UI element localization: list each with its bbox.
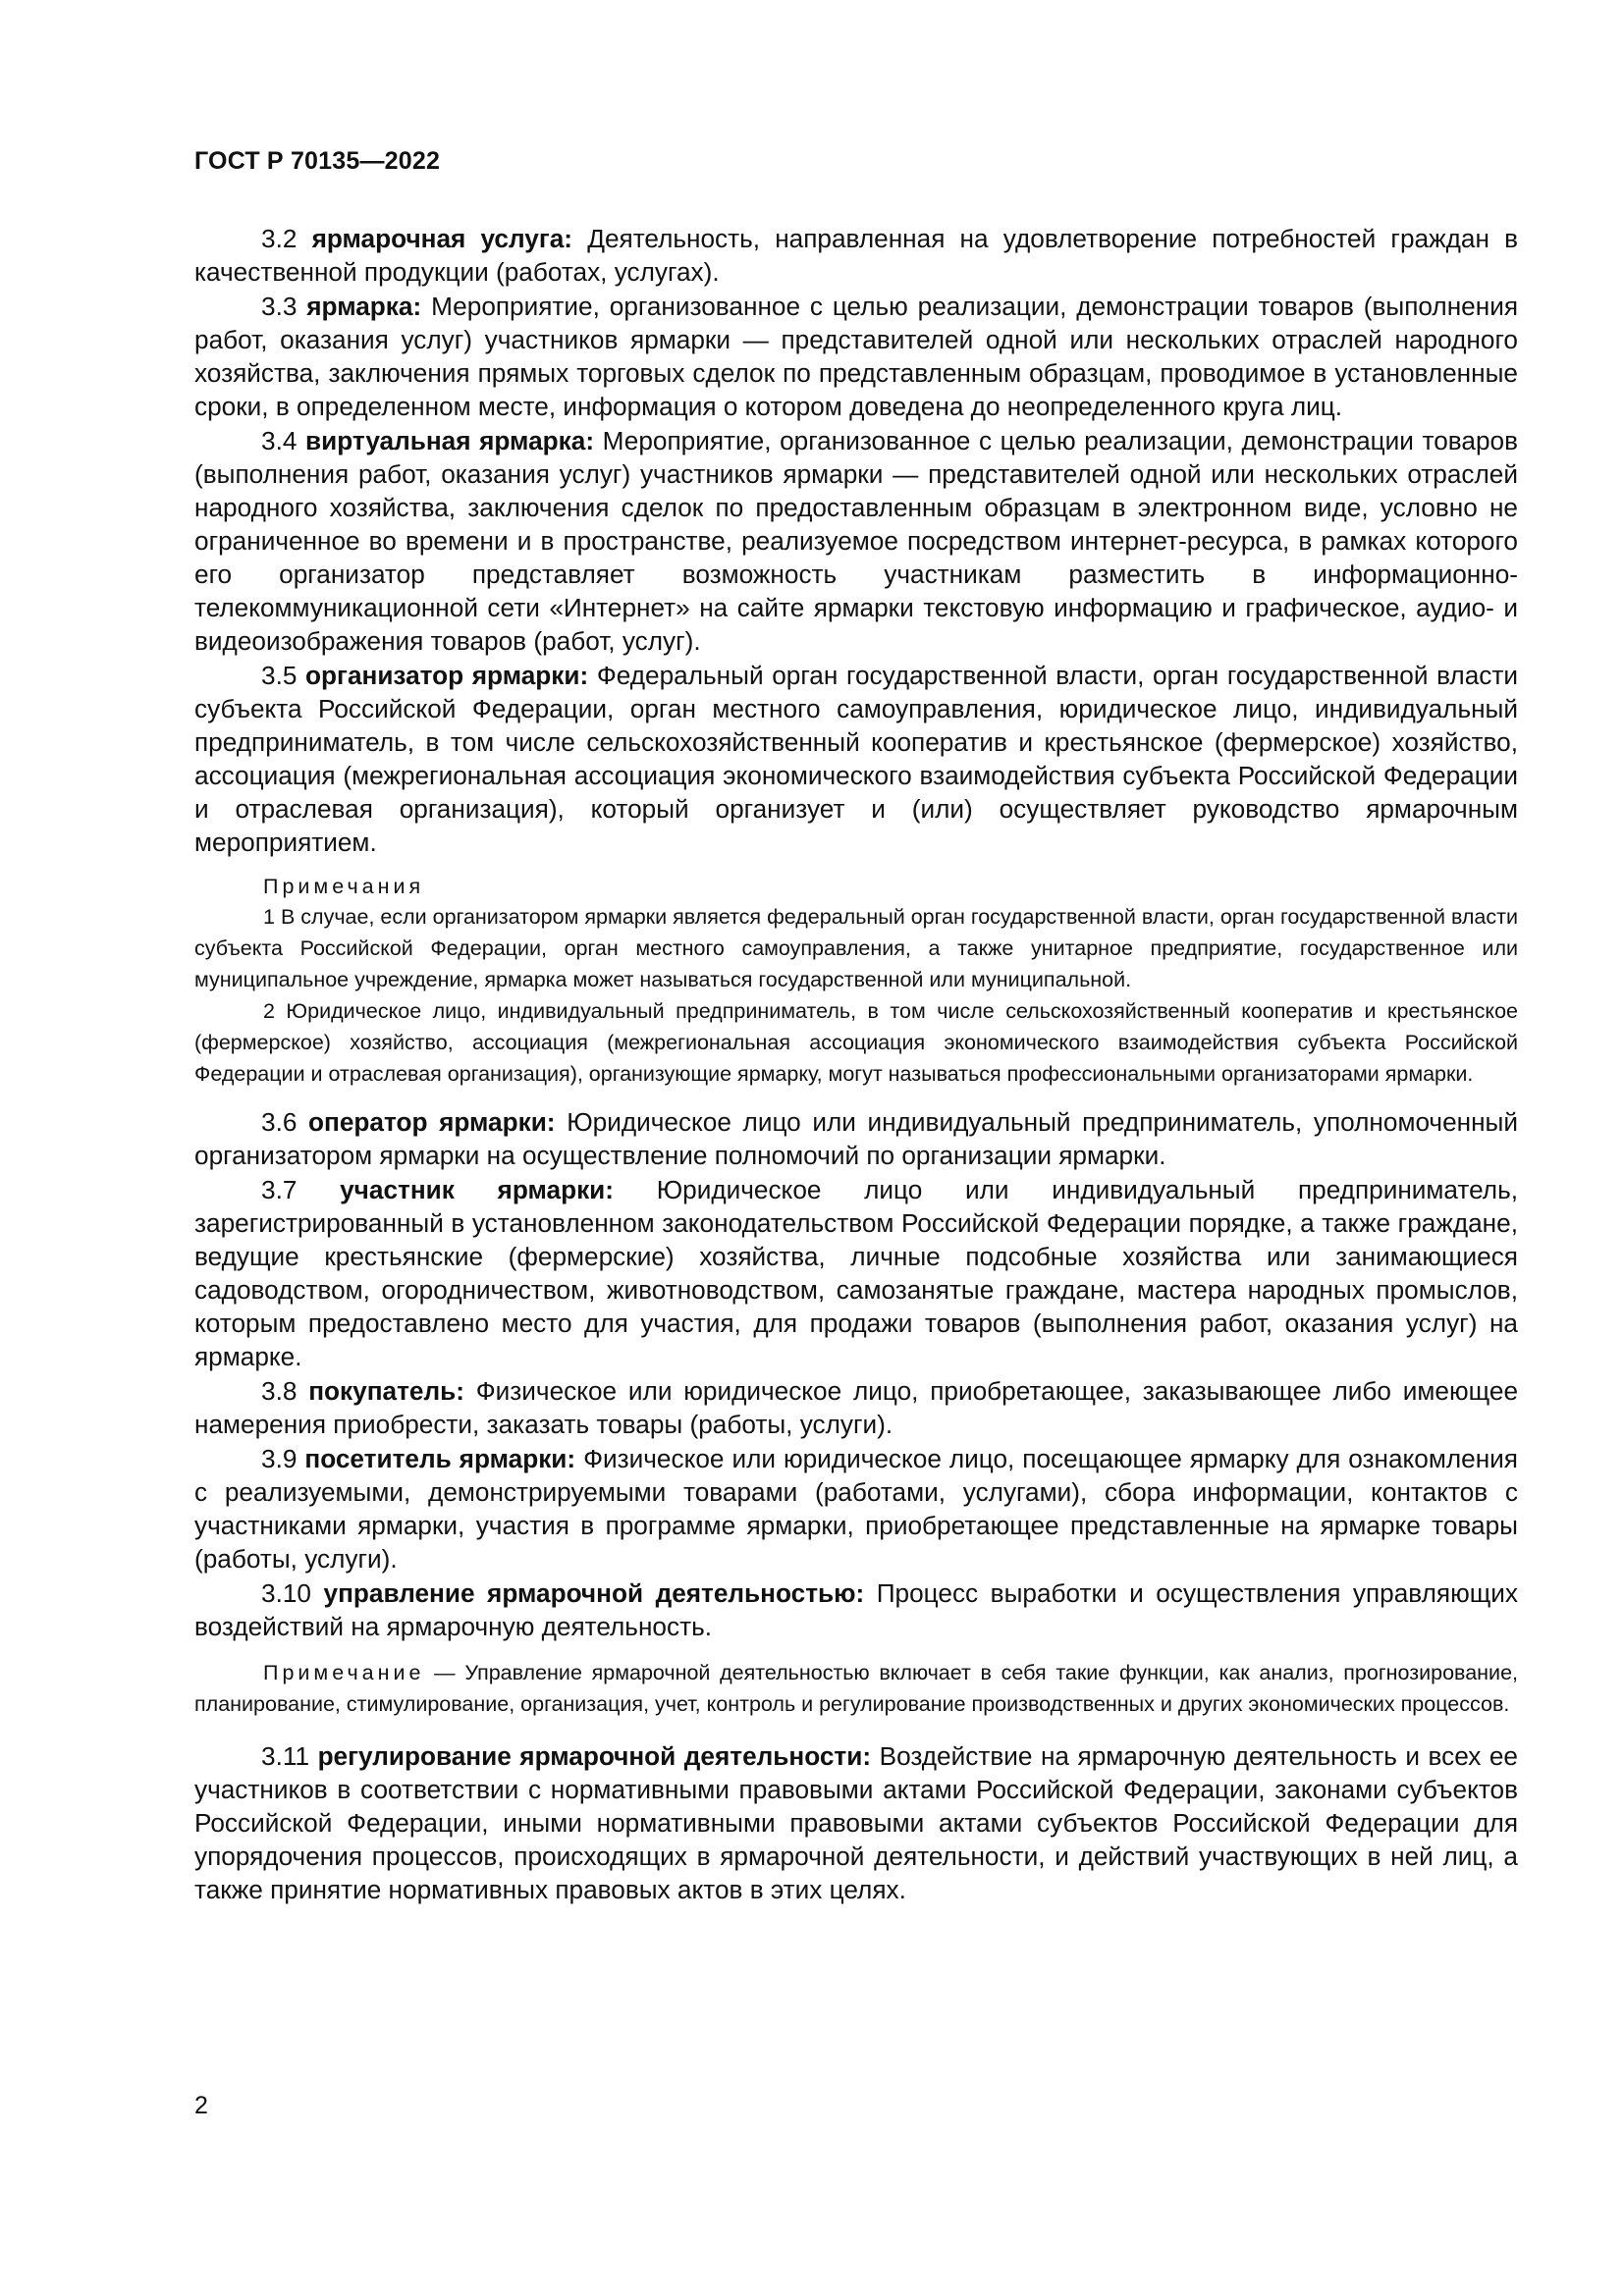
definition-term: виртуальная ярмарка: <box>305 426 595 455</box>
definition-term: организатор ярмарки: <box>305 661 589 690</box>
definition-text: Физическое или юридическое лицо, посещающее ярмарку для ознакомления с реализуемыми, демонстрируемыми товарами (работами, услугами), сбора информации, контактов с участниками ярмарки, участия в программе ярмарки, приобретающее представленные на ярмарке товары (работы, услуги). <box>194 1444 1518 1574</box>
page-number: 2 <box>194 2092 208 2119</box>
definition-term: оператор ярмарки: <box>308 1107 556 1137</box>
definition-text: Мероприятие, организованное с целью реализации, демонстрации товаров (выполнения работ, оказания услуг) участников ярмарки — представителей одной или нескольких отраслей народного хозяйства, заключения прямых торговых сделок по представленным образцам, проводимое в установленные сроки, в определенном месте, информация о котором доведена до неопределенного круга лиц. <box>194 292 1518 421</box>
definition-3-3 <box>194 290 1518 423</box>
definition-text: Федеральный орган государственной власти, орган государственной власти субъекта Российской Федерации, орган местного самоуправления, юридическое лицо, индивидуальный предприниматель, в том числе сельскохозяйственный кооператив и крестьянское (фермерское) хозяйство, ассоциация (межрегиональная ассоциация экономического взаимодействия субъекта Российской Федерации и отраслевая организация), который организует и (или) осуществляет руководство ярмарочным мероприятием. <box>194 661 1518 857</box>
definition-number: 3.5 <box>261 661 298 690</box>
note-single <box>194 1657 1518 1720</box>
definition-number: 3.7 <box>261 1175 298 1204</box>
definition-number: 3.2 <box>261 224 298 253</box>
definition-3-7 <box>194 1173 1518 1373</box>
definition-term: ярмарка: <box>306 292 422 321</box>
definition-text: Мероприятие, организованное с целью реализации, демонстрации товаров (выполнения работ, оказания услуг) участников ярмарки — представителей одной или нескольких отраслей народного хозяйства, заключения сделок по предоставленным образцам в электронном виде, условно не ограниченное во времени и в пространстве, реализуемое посредством интернет-ресурса, в рамках которого его организатор представляет возможность участникам разместить в информационно-телекоммуникационной сети «Интернет» на сайте ярмарки текстовую информацию и графическое, аудио- и видеоизображения товаров (работ, услуг). <box>194 426 1518 656</box>
definition-3-4 <box>194 424 1518 658</box>
definition-3-9 <box>194 1442 1518 1575</box>
definition-term: регулирование ярмарочной деятельности: <box>317 1741 872 1771</box>
definition-number: 3.9 <box>261 1444 298 1473</box>
notes-block <box>194 873 1518 1090</box>
definition-3-11 <box>194 1739 1518 1906</box>
definition-term: ярмарочная услуга: <box>311 224 573 253</box>
definition-number: 3.11 <box>261 1741 310 1771</box>
definition-term: участник ярмарки: <box>340 1175 614 1204</box>
definition-number: 3.6 <box>261 1107 298 1137</box>
definition-3-8 <box>194 1374 1518 1441</box>
definition-term: посетитель ярмарки: <box>304 1444 576 1473</box>
page-content <box>194 222 1518 1907</box>
definition-term: покупатель: <box>308 1376 464 1406</box>
note-item-1: 1 В случае, если организатором ярмарки является федеральный орган государственной власти, орган государственной власти субъекта Российской Федерации, орган местного самоуправления, а также унитарное предприятие, государственное или муниципальное учреждение, ярмарка может называться государственной или муниципальной. <box>194 905 1518 991</box>
definition-term: управление ярмарочной деятельностью: <box>323 1578 865 1608</box>
definition-3-5 <box>194 659 1518 859</box>
note-item-2: 2 Юридическое лицо, индивидуальный предприниматель, в том числе сельскохозяйственный кооператив и крестьянское (фермерское) хозяйство, ассоциация (межрегиональная ассоциация экономического взаимодействия субъекта Российской Федерации и отраслевая организация), организующие ярмарку, могут называться профессиональными организаторами ярмарки. <box>194 999 1518 1086</box>
notes-title: Примечания <box>263 875 425 898</box>
definition-text: Юридическое лицо или индивидуальный предприниматель, зарегистрированный в установленном законодательством Российской Федерации порядке, а также граждане, ведущие крестьянские (фермерские) хозяйства, личные подсобные хозяйства или занимающиеся садоводством, огородничеством, животноводством, самозанятые граждане, мастера народных промыслов, которым предоставлено место для участия, для продажи товаров (выполнения работ, оказания услуг) на ярмарке. <box>194 1175 1519 1371</box>
definition-number: 3.4 <box>261 426 298 455</box>
definition-number: 3.8 <box>261 1376 298 1406</box>
definition-3-10 <box>194 1576 1518 1643</box>
definition-text: Процесс выработки и осуществления управляющих воздействий на ярмарочную деятельность. <box>194 1578 1518 1641</box>
note-label: Примечание <box>263 1661 425 1684</box>
definition-number: 3.10 <box>261 1578 311 1608</box>
note-text: — Управление ярмарочной деятельностью включает в себя такие функции, как анализ, прогнозирование, планирование, стимулирование, организация, учет, контроль и регулирование производственных и других экономических процессов. <box>194 1661 1518 1716</box>
definition-text: Воздействие на ярмарочную деятельность и всех ее участников в соответствии с нормативными правовыми актами Российской Федерации, законами субъектов Российской Федерации, иными нормативными правовыми актами субъектов Российской Федерации для упорядочения процессов, происходящих в ярмарочной деятельности, и действий участвующих в ней лиц, а также принятие нормативных правовых актов в этих целях. <box>194 1741 1518 1904</box>
standard-header: ГОСТ Р 70135—2022 <box>194 147 441 175</box>
definition-text: Юридическое лицо или индивидуальный предприниматель, уполномоченный организатором ярмарки на осуществление полномочий по организации ярмарки. <box>194 1107 1519 1170</box>
definition-number: 3.3 <box>261 292 298 321</box>
definition-text: Физическое или юридическое лицо, приобретающее, заказывающее либо имеющее намерения приобрести, заказать товары (работы, услуги). <box>194 1376 1519 1439</box>
definition-3-2 <box>194 222 1518 289</box>
definition-text: Деятельность, направленная на удовлетворение потребностей граждан в качественной продукции (работах, услугах). <box>194 224 1519 287</box>
definition-3-6 <box>194 1105 1518 1172</box>
